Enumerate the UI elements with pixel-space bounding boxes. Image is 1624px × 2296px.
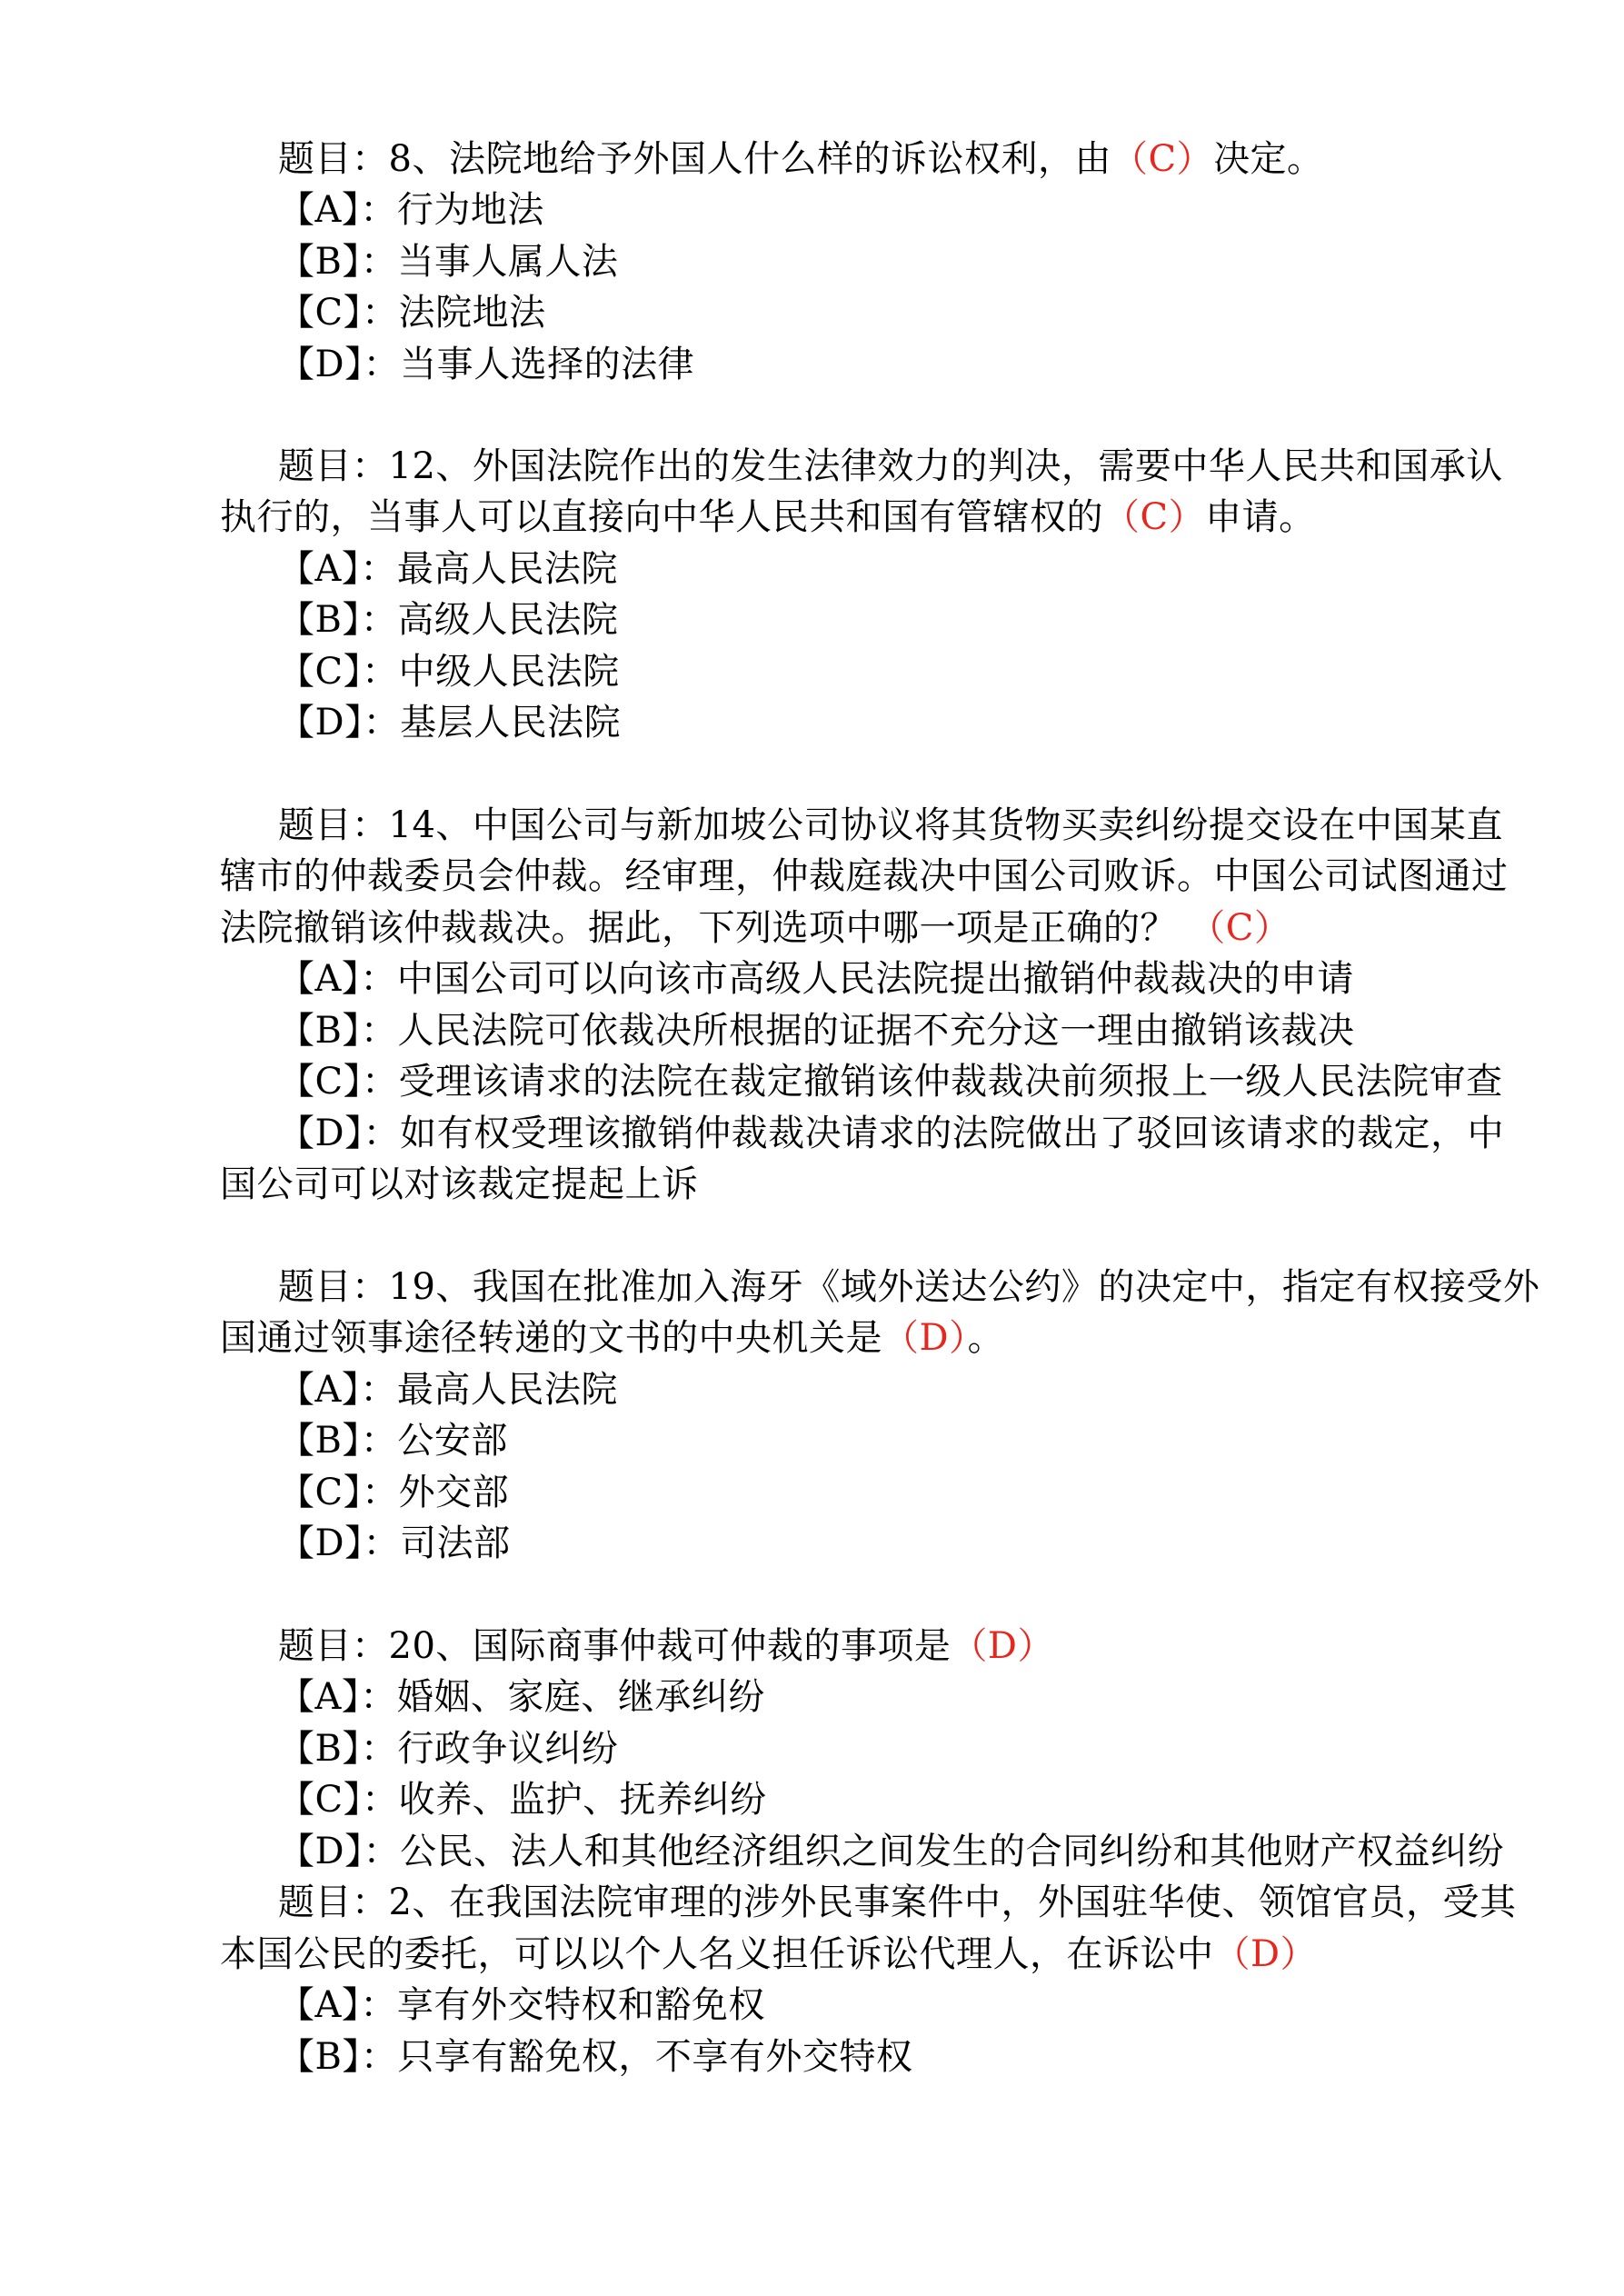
option-line: 【D】：公民、法人和其他经济组织之间发生的合同纠纷和其他财产权益纠纷 [278,1831,1505,1872]
option-line: 【B】：高级人民法院 [278,599,619,641]
option-line: 【B】：人民法院可依裁决所根据的证据不充分这一理由撤销该裁决 [278,1010,1355,1052]
question-line [278,1262,1539,1313]
option-line: 【C】：法院地法 [278,292,546,334]
question-line [220,903,1290,953]
question-line [278,1877,1516,1928]
option-line: 【A】：中国公司可以向该市高级人民法院提出撤销仲裁裁决的申请 [278,958,1354,1000]
question-text: 题目：20、国际商事仲裁可仲裁的事项是 [278,1625,951,1667]
question-text: 题目：8、法院地给予外国人什么样的诉讼权利，由 [278,138,1111,180]
question-text: 题目：12、外国法院作出的发生法律效力的判决，需要中华人民共和国承认 [278,445,1503,487]
option-line: 【A】：婚姻、家庭、继承纠纷 [278,1676,765,1718]
option-line: 【D】：司法部 [278,1522,511,1564]
option-line: 【C】：外交部 [278,1472,510,1513]
question-tail: 。 [967,1317,1005,1359]
question-text: 题目：14、中国公司与新加坡公司协议将其货物买卖纠纷提交设在中国某直 [278,804,1503,846]
question-text: 法院撤销该仲裁裁决。据此，下列选项中哪一项是正确的？ [220,907,1190,949]
option-line: 【B】：公安部 [278,1420,508,1462]
question-tail: 申请。 [1205,496,1316,538]
answer-mark: （C） [1111,138,1214,180]
option-line: 【B】：只享有豁免权，不享有外交特权 [278,2036,913,2078]
answer-mark: （C） [1189,907,1291,949]
option-line: 【C】：中级人民法院 [278,651,620,693]
question-line [278,800,1503,851]
question-line [278,134,1324,185]
question-tail: 决定。 [1213,138,1324,180]
option-line: 【B】：行政争议纠纷 [278,1728,619,1770]
option-line: 【A】：行为地法 [278,189,544,231]
question-text: 执行的，当事人可以直接向中华人民共和国有管辖权的 [220,496,1103,538]
answer-mark: （D） [1213,1933,1318,1975]
answer-mark: （D） [951,1625,1054,1667]
question-line [278,1621,1054,1672]
option-line: 【C】：收养、监护、抚养纠纷 [278,1779,767,1821]
question-text: 题目：19、我国在批准加入海牙《域外送达公约》的决定中，指定有权接受外 [278,1266,1540,1308]
option-line: 【C】：受理该请求的法院在裁定撤销该仲裁裁决前须报上一级人民法院审查 [278,1061,1503,1103]
option-line: 【A】：最高人民法院 [278,548,618,590]
answer-mark: （D） [882,1317,968,1359]
option-line: 国公司可以对该裁定提起上诉 [220,1163,699,1205]
option-line: 【D】：如有权受理该撤销仲裁裁决请求的法院做出了驳回该请求的裁定，中 [278,1113,1505,1154]
option-line: 【A】：享有外交特权和豁免权 [278,1984,765,2026]
question-text: 辖市的仲裁委员会仲裁。经审理，仲裁庭裁决中国公司败诉。中国公司试图通过 [220,855,1509,897]
answer-mark: （C） [1103,496,1206,538]
question-line [220,1313,1004,1363]
question-text: 题目：2、在我国法院审理的涉外民事案件中，外国驻华使、领馆官员，受其 [278,1882,1517,1923]
question-line [278,441,1503,492]
question-line [220,492,1316,543]
question-text: 国通过领事途径转递的文书的中央机关是 [220,1317,882,1359]
option-line: 【A】：最高人民法院 [278,1369,618,1411]
question-line [220,1929,1317,1980]
option-line: 【D】：基层人民法院 [278,702,622,744]
question-line [220,851,1509,902]
option-line: 【B】：当事人属人法 [278,241,619,283]
question-text: 本国公民的委托，可以以个人名义担任诉讼代理人，在诉讼中 [220,1933,1214,1975]
option-line: 【D】：当事人选择的法律 [278,344,695,385]
